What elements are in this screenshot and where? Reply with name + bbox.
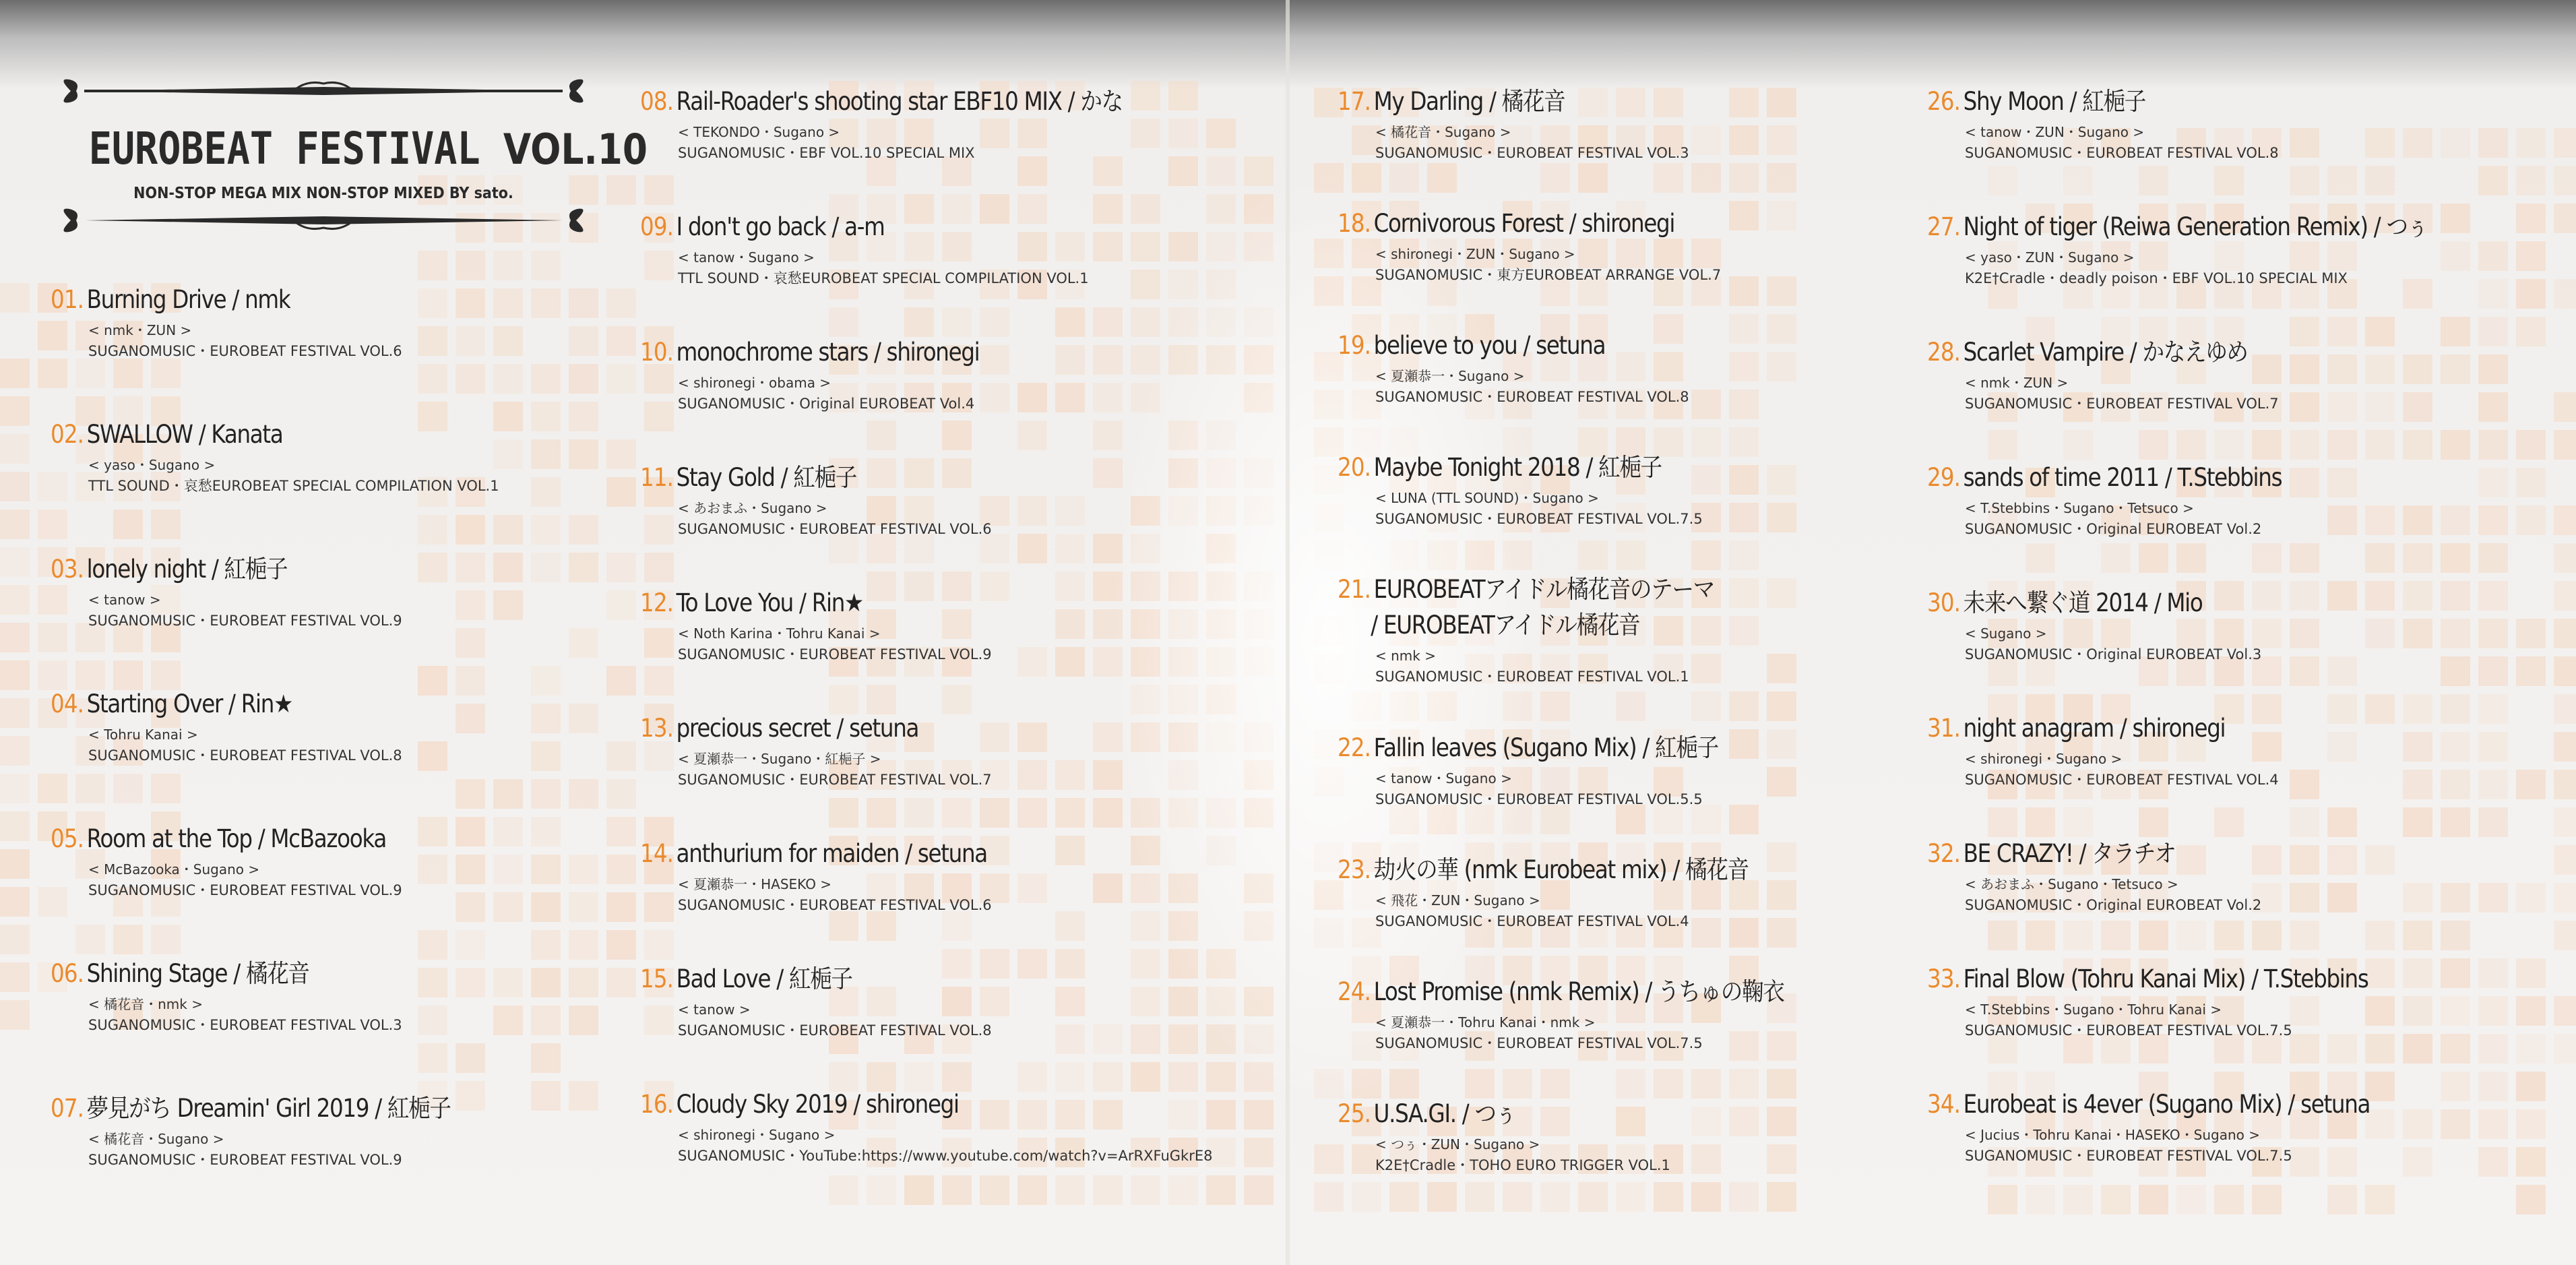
track-title: anthurium for maiden / setuna <box>676 839 987 868</box>
track-number: 32. <box>1927 839 1961 868</box>
track-entry <box>1927 1089 2520 1167</box>
track-number: 02. <box>51 420 84 449</box>
track-title: 未来へ繋ぐ道 2014 / Mio <box>1963 588 2203 617</box>
track-credit: < T.Stebbins・Sugano・Tetsuco > <box>1965 500 2194 516</box>
track-title-line <box>640 964 1162 999</box>
track-source: SUGANOMUSIC・EUROBEAT FESTIVAL VOL.3 <box>1375 145 1689 161</box>
track-title-line <box>1338 733 1859 768</box>
track-entry <box>1927 713 2520 791</box>
track-title: precious secret / setuna <box>676 714 919 743</box>
track-source: SUGANOMUSIC・EUROBEAT FESTIVAL VOL.5.5 <box>1375 791 1703 807</box>
track-title: Lost Promise (nmk Remix) / うちゅの鞠衣 <box>1373 977 1784 1006</box>
track-title-line <box>1338 977 1859 1012</box>
track-number: 13. <box>640 714 674 743</box>
track-credit: < yaso・ZUN・Sugano > <box>1965 249 2135 266</box>
track-entry <box>51 689 643 766</box>
track-entry <box>1338 86 1930 164</box>
track-title: BE CRAZY! / タラチオ <box>1963 839 2176 868</box>
track-title-line <box>1927 964 2449 999</box>
track-number: 12. <box>640 588 674 617</box>
track-credit: < Sugano > <box>1965 625 2047 642</box>
track-credit: < tanow・ZUN・Sugano > <box>1965 124 2145 140</box>
track-credit: < 橘花音・Sugano > <box>88 1131 224 1147</box>
track-source: SUGANOMUSIC・EUROBEAT FESTIVAL VOL.3 <box>88 1017 402 1033</box>
top-ornament-icon <box>51 74 596 108</box>
track-source: SUGANOMUSIC・Original EUROBEAT Vol.4 <box>678 396 975 412</box>
track-title-line <box>1338 855 1859 890</box>
track-number: 34. <box>1927 1090 1961 1119</box>
track-source: SUGANOMUSIC・EUROBEAT FESTIVAL VOL.6 <box>678 897 992 913</box>
track-source: TTL SOUND・哀愁EUROBEAT SPECIAL COMPILATION VOL.1 <box>88 478 499 494</box>
track-title-line <box>1338 1099 1859 1134</box>
track-title-line <box>51 958 572 994</box>
track-number: 15. <box>640 964 674 993</box>
track-title: 劫火の華 (nmk Eurobeat mix) / 橘花音 <box>1373 855 1749 884</box>
track-source: SUGANOMUSIC・EUROBEAT FESTIVAL VOL.4 <box>1965 772 2279 788</box>
track-entry <box>51 824 643 901</box>
track-title: sands of time 2011 / T.Stebbins <box>1963 463 2282 492</box>
track-entry <box>640 588 1233 665</box>
track-source: SUGANOMUSIC・EUROBEAT FESTIVAL VOL.8 <box>1965 145 2279 161</box>
track-title: Stay Gold / 紅梔子 <box>676 463 857 492</box>
track-title: I don't go back / a-m <box>676 212 885 241</box>
track-number: 09. <box>640 212 674 241</box>
track-entry <box>640 86 1233 164</box>
track-entry <box>1927 588 2520 665</box>
track-entry <box>1927 964 2520 1041</box>
track-title-continued: / EUROBEATアイドル橘花音 <box>1371 611 1640 640</box>
track-credit: < tanow > <box>678 1001 751 1018</box>
track-entry <box>51 284 643 362</box>
track-number: 22. <box>1338 733 1371 762</box>
track-credit: < tanow・Sugano > <box>678 249 815 266</box>
track-number: 07. <box>51 1094 84 1123</box>
track-credit: < Jucius・Tohru Kanai・HASEKO・Sugano > <box>1965 1127 2260 1143</box>
track-title-line <box>1927 713 2449 749</box>
track-source: SUGANOMUSIC・EUROBEAT FESTIVAL VOL.8 <box>1375 389 1689 405</box>
track-entry <box>1338 733 1930 810</box>
track-source: SUGANOMUSIC・EUROBEAT FESTIVAL VOL.7.5 <box>1965 1148 2292 1164</box>
track-title-line <box>51 1093 572 1129</box>
track-source: SUGANOMUSIC・EUROBEAT FESTIVAL VOL.8 <box>678 1022 992 1039</box>
track-title: night anagram / shironegi <box>1963 714 2226 743</box>
track-source: SUGANOMUSIC・Original EUROBEAT Vol.2 <box>1965 897 2262 913</box>
track-credit: < yaso・Sugano > <box>88 457 216 473</box>
track-title-line <box>640 588 1162 623</box>
track-source: SUGANOMUSIC・EUROBEAT FESTIVAL VOL.7.5 <box>1375 1035 1703 1051</box>
track-number: 30. <box>1927 588 1961 617</box>
track-credit: < T.Stebbins・Sugano・Tohru Kanai > <box>1965 1001 2222 1018</box>
track-credit: < McBazooka・Sugano > <box>88 861 260 877</box>
track-title-line <box>1927 588 2449 623</box>
track-title: Shy Moon / 紅梔子 <box>1963 87 2145 116</box>
track-title: Maybe Tonight 2018 / 紅梔子 <box>1373 453 1662 482</box>
track-credit: < shironegi・ZUN・Sugano > <box>1375 246 1575 262</box>
track-number: 10. <box>640 338 674 367</box>
track-source: SUGANOMUSIC・EBF VOL.10 SPECIAL MIX <box>678 145 975 161</box>
track-number: 16. <box>640 1090 674 1119</box>
track-title: Cloudy Sky 2019 / shironegi <box>676 1090 959 1119</box>
track-title-line <box>51 419 572 455</box>
track-credit: < TEKONDO・Sugano > <box>678 124 840 140</box>
track-number: 28. <box>1927 338 1961 367</box>
track-credit: < 夏瀬恭一・Tohru Kanai・nmk > <box>1375 1014 1596 1030</box>
track-number: 01. <box>51 285 84 314</box>
track-entry <box>1927 86 2520 164</box>
track-title: My Darling / 橘花音 <box>1373 87 1565 116</box>
track-title-line <box>1338 86 1859 122</box>
track-source: SUGANOMUSIC・EUROBEAT FESTIVAL VOL.7 <box>1965 396 2279 412</box>
track-number: 24. <box>1338 977 1371 1006</box>
track-title: lonely night / 紅梔子 <box>86 555 288 584</box>
track-title-line <box>640 462 1162 498</box>
track-entry <box>1927 212 2520 289</box>
track-title-line <box>1338 330 1859 366</box>
track-entry <box>1338 977 1930 1054</box>
track-title: believe to you / setuna <box>1373 331 1606 360</box>
track-title: EUROBEATアイドル橘花音のテーマ <box>1373 575 1714 604</box>
track-credit: < 夏瀬恭一・Sugano・紅梔子 > <box>678 751 881 767</box>
track-number: 14. <box>640 839 674 868</box>
track-source: SUGANOMUSIC・EUROBEAT FESTIVAL VOL.7 <box>678 772 992 788</box>
track-number: 18. <box>1338 209 1371 238</box>
track-title-line <box>1338 208 1859 244</box>
track-source: K2E†Cradle・TOHO EURO TRIGGER VOL.1 <box>1375 1157 1670 1173</box>
track-title-line <box>51 689 572 724</box>
track-title-line <box>640 713 1162 749</box>
track-title: Shining Stage / 橘花音 <box>86 959 309 988</box>
track-entry <box>640 713 1233 791</box>
track-title-line <box>1927 86 2449 122</box>
track-source: SUGANOMUSIC・Original EUROBEAT Vol.2 <box>1965 521 2262 537</box>
track-title-line <box>1927 212 2449 247</box>
track-title: Burning Drive / nmk <box>86 285 290 314</box>
track-credit: < LUNA (TTL SOUND)・Sugano > <box>1375 490 1599 506</box>
track-title-line <box>640 337 1162 373</box>
track-credit: < 飛花・ZUN・Sugano > <box>1375 892 1540 908</box>
track-entry <box>1338 208 1930 286</box>
track-title-line <box>51 554 572 590</box>
track-entry <box>1927 462 2520 540</box>
track-title: monochrome stars / shironegi <box>676 338 980 367</box>
track-title: SWALLOW / Kanata <box>86 420 283 449</box>
track-entry <box>1338 1099 1930 1176</box>
track-source: SUGANOMUSIC・EUROBEAT FESTIVAL VOL.6 <box>88 343 402 359</box>
track-entry <box>51 419 643 497</box>
track-title-line <box>1338 574 1859 610</box>
track-entry <box>640 337 1233 414</box>
track-credit: < 夏瀬恭一・Sugano > <box>1375 368 1525 384</box>
track-title: Night of tiger (Reiwa Generation Remix) / つぅ <box>1963 212 2428 241</box>
track-credit: < 橘花音・Sugano > <box>1375 124 1511 140</box>
track-entry <box>1338 574 1930 687</box>
track-source: SUGANOMUSIC・EUROBEAT FESTIVAL VOL.4 <box>1375 913 1689 929</box>
track-title-line <box>1927 337 2449 373</box>
track-credit: < つぅ・ZUN・Sugano > <box>1375 1136 1540 1152</box>
track-title-line <box>640 1089 1162 1125</box>
track-number: 29. <box>1927 463 1961 492</box>
track-entry <box>51 1093 643 1171</box>
track-credit: < Noth Karina・Tohru Kanai > <box>678 625 881 642</box>
track-number: 20. <box>1338 453 1371 482</box>
track-title-line <box>640 86 1162 122</box>
track-entry <box>640 1089 1233 1167</box>
track-entry <box>640 964 1233 1041</box>
track-title: U.SA.GI. / つぅ <box>1373 1099 1517 1128</box>
track-credit: < shironegi・Sugano > <box>678 1127 836 1143</box>
track-title-line <box>640 838 1162 874</box>
track-source: SUGANOMUSIC・EUROBEAT FESTIVAL VOL.6 <box>678 521 992 537</box>
track-credit: < tanow > <box>88 592 161 608</box>
track-title: Final Blow (Tohru Kanai Mix) / T.Stebbins <box>1963 964 2368 993</box>
track-source: SUGANOMUSIC・EUROBEAT FESTIVAL VOL.8 <box>88 747 402 764</box>
track-source: SUGANOMUSIC・EUROBEAT FESTIVAL VOL.9 <box>88 1152 402 1168</box>
track-number: 31. <box>1927 714 1961 743</box>
track-entry <box>1338 330 1930 408</box>
track-credit: < あおまふ・Sugano・Tetsuco > <box>1965 876 2178 892</box>
track-credit: < nmk・ZUN > <box>88 322 192 338</box>
track-title-line <box>640 212 1162 247</box>
track-number: 25. <box>1338 1099 1371 1128</box>
track-title-line <box>1927 462 2449 498</box>
track-number: 17. <box>1338 87 1371 116</box>
track-title: Cornivorous Forest / shironegi <box>1373 209 1675 238</box>
track-title: Starting Over / Rin★ <box>86 689 292 718</box>
track-number: 33. <box>1927 964 1961 993</box>
track-source: TTL SOUND・哀愁EUROBEAT SPECIAL COMPILATION VOL.1 <box>678 270 1089 286</box>
track-credit: < nmk・ZUN > <box>1965 375 2069 391</box>
track-number: 21. <box>1338 575 1371 604</box>
track-credit: < nmk > <box>1375 648 1436 664</box>
track-title: Bad Love / 紅梔子 <box>676 964 852 993</box>
track-title: Fallin leaves (Sugano Mix) / 紅梔子 <box>1373 733 1718 762</box>
track-title: Rail-Roader's shooting star EBF10 MIX / かな <box>676 87 1123 116</box>
track-title: Scarlet Vampire / かなえゆめ <box>1963 338 2248 367</box>
track-source: SUGANOMUSIC・東方EUROBEAT ARRANGE VOL.7 <box>1375 267 1722 283</box>
track-title: Eurobeat is 4ever (Sugano Mix) / setuna <box>1963 1090 2370 1119</box>
track-source: SUGANOMUSIC・Original EUROBEAT Vol.3 <box>1965 646 2262 662</box>
track-title-line <box>1927 838 2449 874</box>
track-title-line <box>51 824 572 859</box>
track-credit: < 夏瀬恭一・HASEKO > <box>678 876 832 892</box>
track-source: SUGANOMUSIC・EUROBEAT FESTIVAL VOL.1 <box>1375 669 1689 685</box>
track-number: 19. <box>1338 331 1371 360</box>
album-logo <box>51 74 648 236</box>
track-source: SUGANOMUSIC・EUROBEAT FESTIVAL VOL.9 <box>678 646 992 662</box>
track-source: K2E†Cradle・deadly poison・EBF VOL.10 SPECIAL MIX <box>1965 270 2348 286</box>
track-entry <box>640 462 1233 540</box>
track-number: 11. <box>640 463 674 492</box>
track-credit: < tanow・Sugano > <box>1375 770 1512 786</box>
bottom-ornament-icon <box>51 204 596 237</box>
track-title-line <box>51 284 572 320</box>
track-entry <box>640 212 1233 289</box>
track-credit: < Tohru Kanai > <box>88 727 198 743</box>
track-entry <box>1927 838 2520 916</box>
track-number: 08. <box>640 87 674 116</box>
track-number: 06. <box>51 959 84 988</box>
track-entry <box>640 838 1233 916</box>
track-entry <box>51 958 643 1036</box>
track-number: 05. <box>51 824 84 853</box>
track-title-line-2 <box>1338 610 1859 646</box>
track-title: Room at the Top / McBazooka <box>86 824 386 853</box>
track-title-line <box>1927 1089 2449 1125</box>
track-title: 夢見がち Dreamin' Girl 2019 / 紅梔子 <box>86 1094 451 1123</box>
track-source: SUGANOMUSIC・EUROBEAT FESTIVAL VOL.7.5 <box>1375 511 1703 527</box>
track-number: 23. <box>1338 855 1371 884</box>
track-credit: < 橘花音・nmk > <box>88 996 203 1012</box>
track-source: SUGANOMUSIC・EUROBEAT FESTIVAL VOL.9 <box>88 613 402 629</box>
track-entry <box>1338 855 1930 932</box>
track-credit: < shironegi・Sugano > <box>1965 751 2123 767</box>
album-title: EUROBEAT FESTIVAL VOL.10 <box>88 123 648 175</box>
track-title: To Love You / Rin★ <box>676 588 863 617</box>
track-credit: < あおまふ・Sugano > <box>678 500 827 516</box>
album-subtitle: NON-STOP MEGA MIX NON-STOP MIXED BY sato. <box>133 185 513 202</box>
track-entry <box>51 554 643 631</box>
track-source: SUGANOMUSIC・EUROBEAT FESTIVAL VOL.7.5 <box>1965 1022 2292 1039</box>
track-number: 26. <box>1927 87 1961 116</box>
track-credit: < shironegi・obama > <box>678 375 831 391</box>
track-title-line <box>1338 452 1859 488</box>
track-source: SUGANOMUSIC・EUROBEAT FESTIVAL VOL.9 <box>88 882 402 898</box>
track-number: 27. <box>1927 212 1961 241</box>
track-entry <box>1338 452 1930 530</box>
track-source: SUGANOMUSIC・YouTube:https://www.youtube.com/watch?v=ArRXFuGkrE8 <box>678 1148 1213 1164</box>
track-number: 04. <box>51 689 84 718</box>
track-number: 03. <box>51 555 84 584</box>
track-entry <box>1927 337 2520 414</box>
